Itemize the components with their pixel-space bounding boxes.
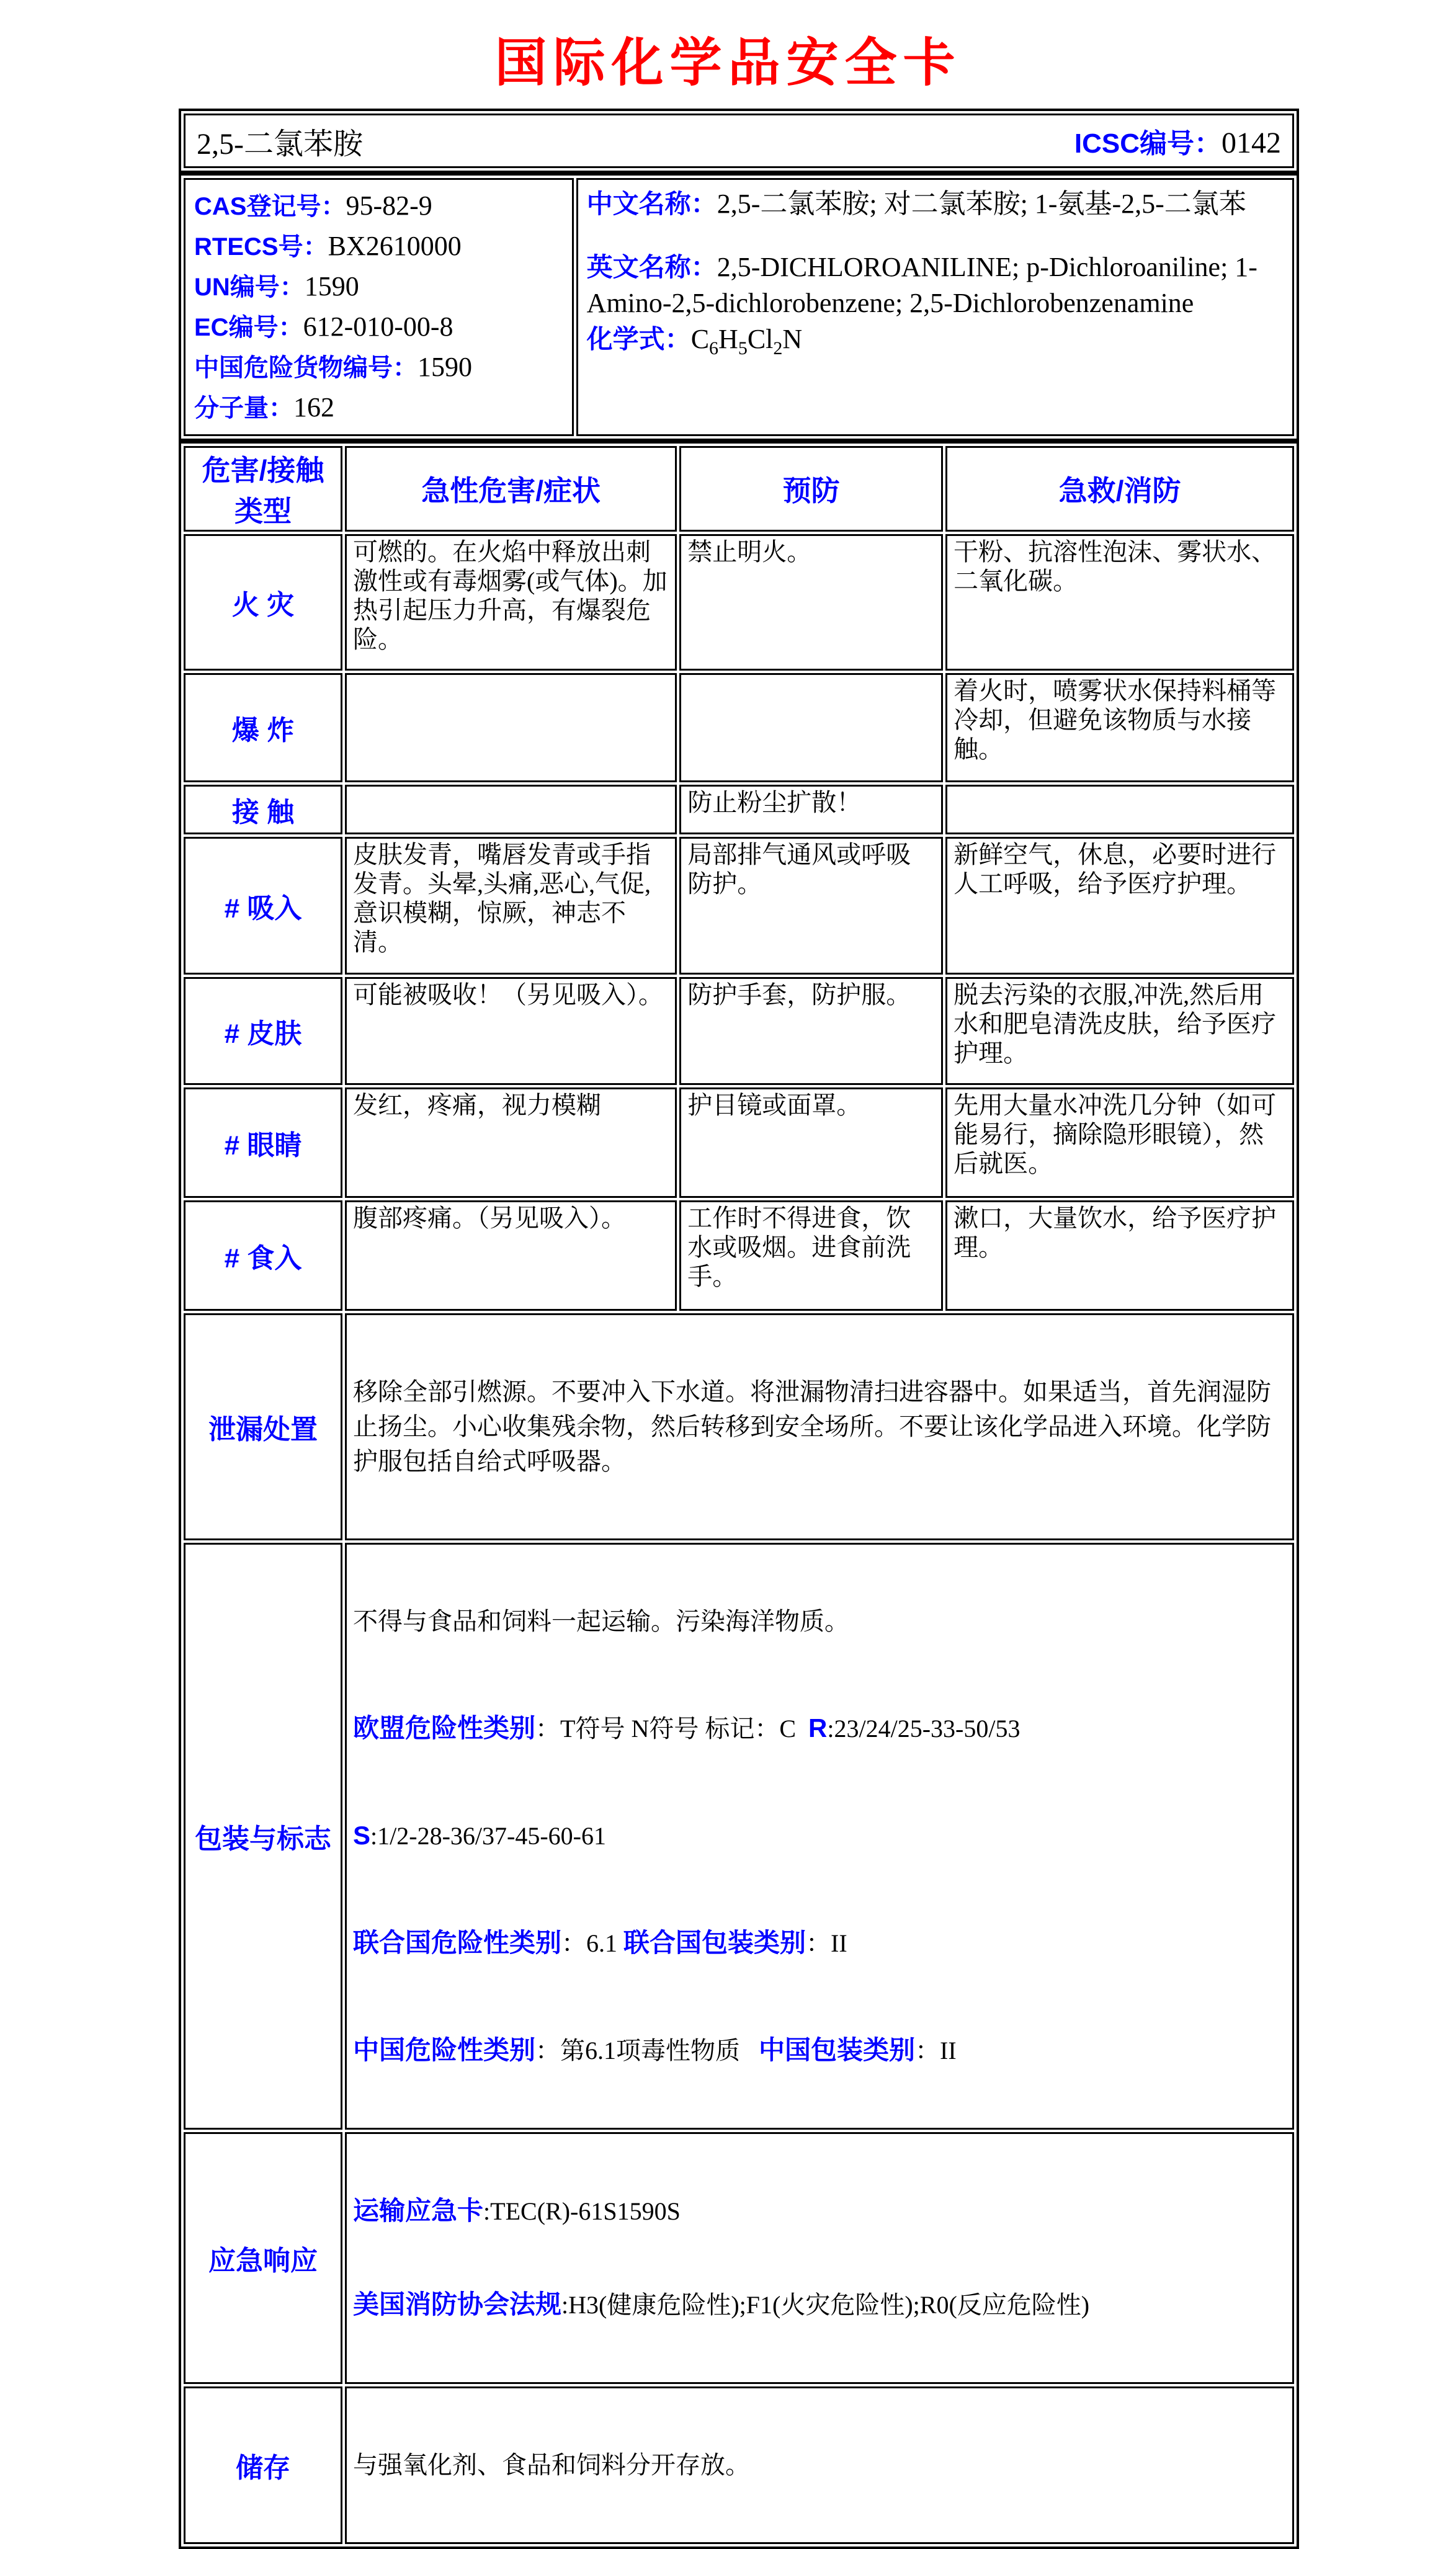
packaging-labelling-label: 包装与标志 <box>184 1543 342 2130</box>
safety-card <box>179 109 1299 2549</box>
contact-firstaid <box>945 785 1294 834</box>
fire-symptoms: 可燃的。在火焰中释放出刺激性或有毒烟雾(或气体)。加热引起压力升高，有爆裂危险。 <box>345 534 677 671</box>
eyes-symptoms: 发红，疼痛，视力模糊 <box>345 1087 677 1198</box>
column-header-prevention: 预防 <box>679 446 943 532</box>
china-dg-number-label: 中国危险货物编号： <box>194 354 418 382</box>
spill-disposal-text: 移除全部引燃源。不要冲入下水道。将泄漏物清扫进容器中。如果适当，首先润湿防止扬尘。小心收集残余物，然后转移到安全场所。不要让该化学品进入环境。化学防护服包括自给式呼吸器。 <box>353 1378 1272 1475</box>
packaging-labelling-content <box>345 1543 1294 2130</box>
section-row-emergency-response <box>184 2132 1294 2384</box>
eyes-firstaid: 先用大量水冲洗几分钟（如可能易行，摘除隐形眼镜），然后就医。 <box>945 1087 1294 1198</box>
hazard-table <box>179 441 1299 2549</box>
hazard-row-skin <box>184 977 1294 1085</box>
identification-table <box>179 173 1299 441</box>
hazard-row-eyes <box>184 1087 1294 1198</box>
ingestion-symptoms: 腹部疼痛。（另见吸入）。 <box>345 1200 677 1311</box>
chinese-name-value: 2,5-二氯苯胺; 对二氯苯胺; 1-氨基-2,5-二氯苯 <box>717 189 1246 219</box>
skin-label: # 皮肤 <box>184 977 342 1085</box>
eyes-prevention: 护目镜或面罩。 <box>679 1087 943 1198</box>
un-number-value: 1590 <box>304 271 359 301</box>
ec-number-value: 612-010-00-8 <box>303 311 453 342</box>
skin-symptoms: 可能被吸收！（另见吸入）。 <box>345 977 677 1085</box>
eu-hazard-class-line: 欧盟危险性类别：T符号 N符号 标记：C R:23/24/25-33-50/53 <box>353 1713 1021 1743</box>
section-row-packaging-labelling <box>184 1543 1294 2130</box>
chinese-name-paragraph <box>587 186 1284 222</box>
china-hazard-class-line: 中国危险性类别：第6.1项毒性物质 中国包装类别：II <box>353 2035 957 2065</box>
explosion-firstaid: 着火时，喷雾状水保持料桶等冷却，但避免该物质与水接触。 <box>945 673 1294 782</box>
emergency-response-label: 应急响应 <box>184 2132 342 2384</box>
cas-number-line <box>194 186 563 226</box>
inhalation-label: # 吸入 <box>184 837 342 975</box>
icsc-number-group <box>1074 121 1281 161</box>
english-name-paragraph <box>587 249 1284 321</box>
identification-row <box>184 178 1294 436</box>
eyes-label: # 眼睛 <box>184 1087 342 1198</box>
formula-label: 化学式： <box>586 324 691 354</box>
cas-number-label: CAS登记号： <box>194 193 346 220</box>
ec-number-label: EC编号： <box>194 314 303 341</box>
names-cell <box>576 178 1294 436</box>
rtecs-number-label: RTECS号： <box>194 233 328 261</box>
icsc-number-label: ICSC编号： <box>1074 128 1222 159</box>
contact-prevention: 防止粉尘扩散！ <box>679 785 943 834</box>
cas-number-value: 95-82-9 <box>346 190 432 221</box>
storage-label: 储存 <box>184 2386 342 2544</box>
hazard-header-row <box>184 446 1294 532</box>
s-phrases-line: S:1/2-28-36/37-45-60-61 <box>353 1821 606 1850</box>
name-header-cell <box>184 114 1294 168</box>
rtecs-number-value: BX2610000 <box>328 231 462 261</box>
inhalation-firstaid: 新鲜空气，休息，必要时进行人工呼吸，给予医疗护理。 <box>945 837 1294 975</box>
ingestion-prevention: 工作时不得进食，饮水或吸烟。进食前洗手。 <box>679 1200 943 1311</box>
hazard-row-inhalation <box>184 837 1294 975</box>
page-title: 国际化学品安全卡 <box>494 33 962 92</box>
icsc-document-page <box>0 21 1456 2549</box>
spill-disposal-content <box>345 1313 1294 1540</box>
explosion-prevention <box>679 673 943 782</box>
skin-firstaid: 脱去污染的衣服,冲洗,然后用水和肥皂清洗皮肤，给予医疗护理。 <box>945 977 1294 1085</box>
english-name-label: 英文名称： <box>586 252 717 282</box>
un-hazard-class-line: 联合国危险性类别：6.1 联合国包装类别：II <box>353 1928 847 1957</box>
section-row-spill-disposal <box>184 1313 1294 1540</box>
hazard-row-explosion <box>184 673 1294 782</box>
ingestion-label: # 食入 <box>184 1200 342 1311</box>
spill-disposal-label: 泄漏处置 <box>184 1313 342 1540</box>
packaging-transport-note: 不得与食品和饲料一起运输。污染海洋物质。 <box>353 1607 850 1635</box>
hazard-row-contact <box>184 785 1294 834</box>
china-dg-number-line <box>194 347 563 388</box>
molecular-weight-line <box>194 388 563 428</box>
column-header-firstaid: 急救/消防 <box>945 446 1294 532</box>
fire-firstaid: 干粉、抗溶性泡沫、雾状水、二氧化碳。 <box>945 534 1294 671</box>
contact-symptoms <box>345 785 677 834</box>
explosion-label: 爆 炸 <box>184 673 342 782</box>
ec-number-line <box>194 307 563 347</box>
name-header-table <box>179 109 1299 173</box>
ingestion-firstaid: 漱口，大量饮水，给予医疗护理。 <box>945 1200 1294 1311</box>
formula-paragraph <box>587 321 1284 367</box>
storage-text: 与强氧化剂、食品和饲料分开存放。 <box>353 2451 751 2479</box>
name-header-row <box>184 114 1294 168</box>
chemical-name: 2,5-二氯苯胺 <box>197 127 363 161</box>
molecular-weight-value: 162 <box>293 392 334 422</box>
inhalation-symptoms: 皮肤发青，嘴唇发青或手指发青。头晕,头痛,恶心,气促,意识模糊，惊厥，神志不清。 <box>345 837 677 975</box>
rtecs-number-line <box>194 226 563 267</box>
china-dg-number-value: 1590 <box>418 352 472 382</box>
nfpa-code-line: 美国消防协会法规:H3(健康危险性);F1(火灾危险性);R0(反应危险性) <box>353 2290 1090 2319</box>
contact-label: 接 触 <box>184 785 342 834</box>
fire-label: 火 灾 <box>184 534 342 671</box>
inhalation-prevention: 局部排气通风或呼吸防护。 <box>679 837 943 975</box>
hazard-row-ingestion <box>184 1200 1294 1311</box>
english-name-value: 2,5-DICHLOROANILINE; p-Dichloroaniline; 1-Amino-2,5-dichlorobenzene; 2,5-Dichlorobenzenamine <box>586 252 1257 318</box>
column-header-symptoms: 急性危害/症状 <box>345 446 677 532</box>
icsc-number-value: 0142 <box>1222 127 1281 159</box>
molecular-weight-label: 分子量： <box>194 395 293 422</box>
skin-prevention: 防护手套，防护服。 <box>679 977 943 1085</box>
un-number-line <box>194 267 563 307</box>
transport-emergency-card-line: 运输应急卡:TEC(R)-61S1590S <box>353 2196 681 2225</box>
hazard-row-fire <box>184 534 1294 671</box>
formula-value: $C_6H_5Cl_2N$ <box>690 324 803 359</box>
emergency-response-content <box>345 2132 1294 2384</box>
identifiers-cell <box>184 178 574 436</box>
chinese-name-label: 中文名称： <box>586 189 717 218</box>
explosion-symptoms <box>345 673 677 782</box>
section-row-storage <box>184 2386 1294 2544</box>
un-number-label: UN编号： <box>194 274 305 301</box>
fire-prevention: 禁止明火。 <box>679 534 943 671</box>
storage-content <box>345 2386 1294 2544</box>
column-header-hazard-type: 危害/接触 类型 <box>184 446 342 532</box>
